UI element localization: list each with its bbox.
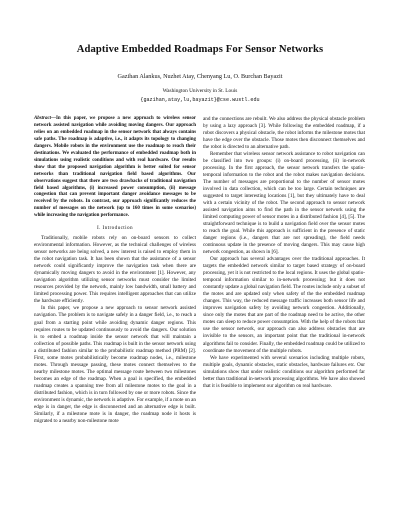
section-heading-introduction: I. Introduction: [97, 225, 133, 232]
affiliation: Washington University in St. Louis: [162, 88, 238, 94]
body-paragraph: Remember that wireless sensor network assistance to robot navigation can be classified into two groups: (i) on-board processing, (ii) in-network processing. In the first approach, the sensor network transfers the spatio-temporal information to the robot and the robot makes navigation decisions. The number of messages are proportional to the number of sensor motes involved in data collection, which can be too large. Certain techniques are suggested to target interesting locations [1], but they ultimately have to deal with a certain vicinity of the robot. The second approach to sensor network assisted navigation aims to find the path in the sensor network using the limited computing power of sensor motes in a distributed fashion [4], [5]. The straightforward technique is to build a navigation field over the sensor motes to reach the goal. While this approach is sufficient in the presence of static danger regions (i.e., dangers that are not spreading), the field needs continuous update in the presence of moving dangers. This may cause high network congestion, as shown in [6].: [203, 151, 365, 256]
body-paragraph: and the connections are rebuilt. We also address the physical obstacle problem by using a lazy approach [3]. While following the embedded roadmap, if a robot discovers a physical obstacle, the robot informs the milestone motes that have the edge over the obstacle. Those motes then disconnect themselves and the robot is directed to an alternative path.: [203, 116, 365, 151]
left-column: [34, 116, 196, 425]
author-list: Gazihan Alankus, Nuzhet Atay, Chenyang Lu, O. Burchan Bayazit: [117, 73, 283, 80]
intro-paragraph: In this paper, we propose a new approach to sensor network assisted navigation. The problem is to navigate safely in a danger field, i.e., to reach a goal from a starting point while avoiding dynamic danger regions. This requires routes to be updated continuously to avoid the dangers. Our solution is to embed a roadmap inside the sensor network that will maintain a collection of possible paths. This roadmap is built in the sensor network using a distributed fashion similar to the probabilistic roadmap method (PRM) [2]. First, some motes probabilistically become roadmap nodes, i.e., milestone motes. Through message passing, these motes connect themselves to the nearby milestone motes. The optimal message route between two milestones becomes an edge of the roadmap. When a goal is specified, the embedded roadmap creates a spanning tree from all milestone motes to the goal in a distributed fashion, which is in turn followed by one or more robots. Since the environment is dynamic, the network is adaptive. For example, if a mote on an edge is in danger, the edge is disconnected and an alternative edge is built. Similarly, if a milestone mote is in danger, the roadmap node it hosts is migrated to a nearby non-milestone mote: [34, 305, 196, 424]
intro-paragraph: Traditionally, mobile robots rely on on-board sensors to collect environmental information. However, as the technical challenges of wireless sensor networks are being solved, a new interest is raised to employ them in the robot navigation task. It has been shown that the assistance of a sensor network could significantly improve the navigation task when there are dynamically moving dangers to avoid in the environment [1]. However, any navigation algorithm utilizing sensor networks must consider the limited resources provided by the network, mainly low bandwidth, small battery and limited processing power. This requires intelligent approaches that can utilize the hardware efficiently.: [34, 235, 196, 305]
body-paragraph: We have experimented with several scenarios including multiple robots, multiple goals, dynamic obstacles, static obstacles, hardware failures etc. Our simulations show that under realistic conditions our algorithm performed far better than traditional in-network processing algorithms. We have also showed that it is feasible to implement our algorithm on real hardware.: [203, 354, 365, 389]
abstract-text: In this paper, we propose a new approach to wireless sensor network assisted navigation while avoiding moving dangers. Our approach relies on an embedded roadmap in the sensor network that always contains safe paths. The roadmap is adaptive, i.e., it adapts its topology to changing dangers. Mobile robots in the environment use the roadmap to reach their destinations. We evaluated the performance of embedded roadmap both in simulations using realistic conditions and with real hardware. Our results show that the proposed navigation algorithm is better suited for sensor networks than traditional navigation field based algorithms. Our observations suggest that there are two drawbacks of traditional navigation field based algorithms, (i) increased power consumption, (ii) message congestion that can prevent important danger avoidance messages to be received by the robots. In contrast, our approach significantly reduces the number of messages on the network (up to 160 times in some scenarios) while increasing the navigation performance.: [34, 116, 196, 219]
paper-title: Adaptive Embedded Roadmaps For Sensor Networks: [76, 44, 324, 55]
body-paragraph: Our approach has several advantages over the traditional approaches. It targets the embedded network similar to target based strategy of on-board processing, yet it is not restricted to the local regions. It uses the global spatio-temporal information similar to in-network processing; but it does not constantly update a global navigation field. The routes include only a subset of the motes and are updated only when safety of the the embedded roadmap changes. This way, the reduced message traffic increases both sensor life and improves navigation safety by avoiding network congestion. Additionally, since only the motes that are part of the roadmap need to be active, the other motes can sleep to reduce power consumption. With the help of the robots that use the sensor network, our approach can also address obstacles that are invisible to the sensors, an important point that the traditional in-network algorithms fail to consider. Finally, the embedded roadmap could be utilized to coordinate the movement of the multiple robots.: [203, 256, 365, 354]
abstract-label: Abstract—: [34, 116, 56, 121]
right-column: [203, 116, 365, 390]
author-emails: {gazihan,atay,lu,bayazit}@cse.wustl.edu: [140, 97, 260, 103]
abstract: [34, 116, 196, 220]
